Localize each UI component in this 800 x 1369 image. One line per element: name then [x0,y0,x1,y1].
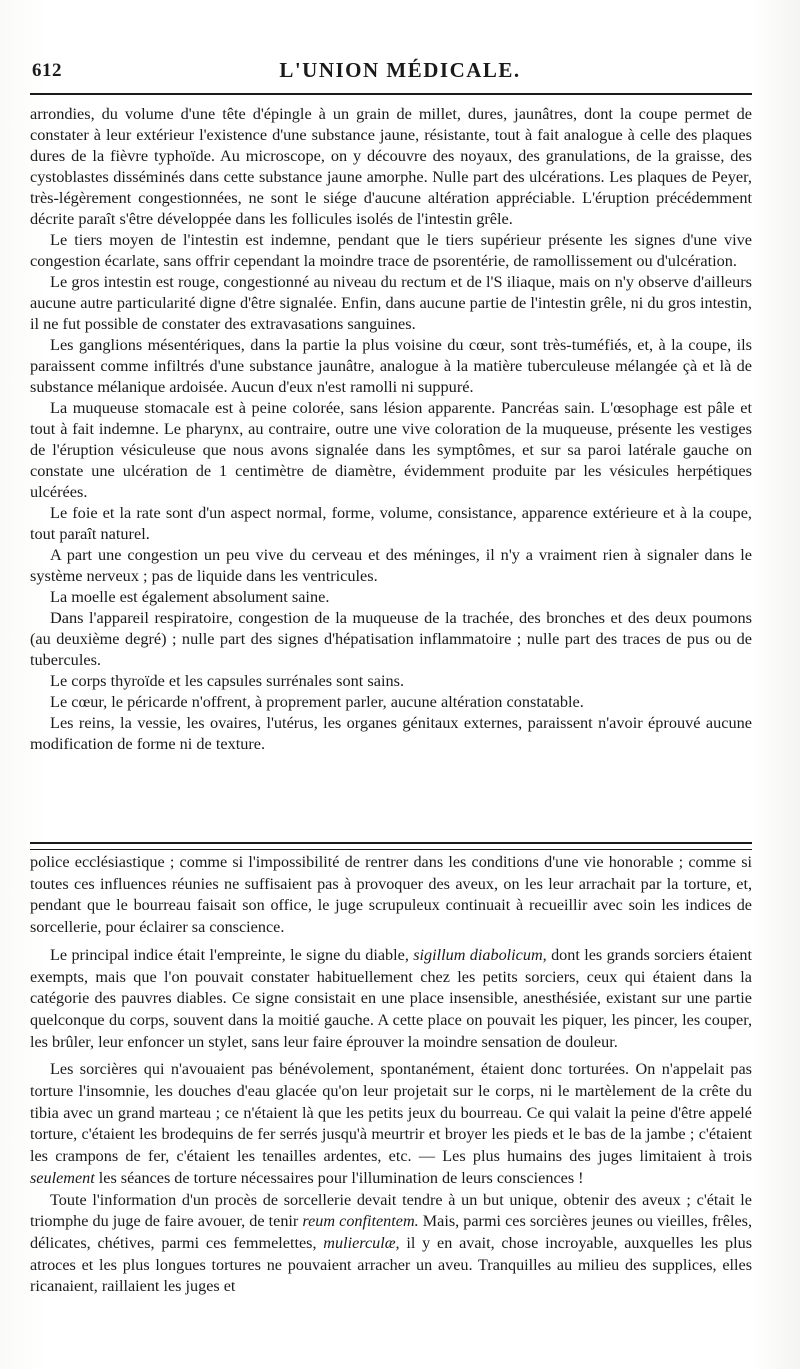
text-run: dont les grands sorciers étaient exempts, mais que l'on pouvait constater habituellement chez les petits sorciers, ceux qui étaient dans la catégorie des pauvres diables. Ce signe consistait en une place insensible, anesthésiée, existant sur une partie quelconque du corps, souvent dans la moitié gauche. A cette place on pouvait les piquer, les pincer, les couper, les brûler, leur enfoncer un stylet, sans leur faire éprouver la moindre sensation de douleur. [30,945,752,1051]
running-head [30,56,770,86]
italic-term: mulierculæ, [323,1233,400,1252]
paragraph: arrondies, du volume d'une tête d'épingle à un grain de millet, dures, jaunâtres, dont la coupe permet de constater à leur extérieur l'existence d'une substance jaune, résistante, tout à fait analogue à celle des plaques dures de la fièvre typhoïde. Au microscope, on y découvre des noyaux, des granulations, de la graisse, des cystoblastes disséminés dans cette substance jaune amorphe. Nulle part des ulcérations. Les plaques de Peyer, très-légèrement congestionnées, ne sont le siége d'aucune altération appréciable. L'éruption précédemment décrite paraît s'être développée dans les follicules isolés de l'intestin grêle. [30,104,752,228]
paragraph: La moelle est également absolument saine. [50,587,330,606]
text-run: Toute l'information d'un procès de sorcellerie devait tendre à un but unique, obtenir des aveux ; c'était le triomphe du juge de faire avouer, de tenir [30,1190,752,1231]
paragraph: A part une congestion un peu vive du cerveau et des méninges, il n'y a vraiment rien à signaler dans le système nerveux ; pas de liquide dans les ventricules. [30,545,752,585]
paragraph: Le foie et la rate sont d'un aspect normal, forme, volume, consistance, apparence extérieure et à la coupe, tout paraît naturel. [30,503,752,543]
autopsy-report-section [30,103,752,754]
paragraph [30,1059,752,1189]
feuilleton-section [30,852,752,1298]
paragraph: Les ganglions mésentériques, dans la partie la plus voisine du cœur, sont très-tuméfiés, et, à la coupe, ils paraissent comme infiltrés d'une substance jaunâtre, analogue à la matière tuberculeuse mélangée çà et là de substance mélanique ardoisée. Aucun d'eux n'est ramolli ni suppuré. [30,335,752,396]
paragraph: Le tiers moyen de l'intestin est indemne, pendant que le tiers supérieur présente les signes d'une vive congestion écarlate, sans offrir cependant la moindre trace de psorentérie, de ramollissement ou d'ulcération. [30,230,752,270]
paragraph [30,1190,752,1299]
paragraph: Dans l'appareil respiratoire, congestion de la muqueuse de la trachée, des bronches et des deux poumons (au deuxième degré) ; nulle part des signes d'hépatisation inflammatoire ; nulle part des traces de pus ou de tubercules. [30,608,752,669]
paragraph: Le gros intestin est rouge, congestionné au niveau du rectum et de l'S iliaque, mais on n'y observe d'ailleurs aucune autre particularité digne d'être signalée. Enfin, dans aucune partie de l'intestin grêle, ni du gros intestin, il ne fut possible de constater des extravasations sanguines. [30,272,752,333]
text-run: Les sorcières qui n'avouaient pas bénévolement, spontanément, étaient donc torturées. On n'appelait pas torture l'insomnie, les douches d'eau glacée qu'on leur projetait sur le corps, ni le martèlement de la crête du tibia avec un grand marteau ; ce n'étaient là que les petits jeux du bourreau. Ce qui valait la peine d'être appelé torture, c'étaient les brodequins de fer serrés jusqu'à meurtrir et broyer les pieds et le bas de la jambe ; c'étaient les crampons de fer, c'étaient les tenailles ardentes, etc. — Les plus humains des juges limitaient à trois [30,1060,752,1166]
paragraph: Le cœur, le péricarde n'offrent, à proprement parler, aucune altération constatable. [50,692,584,711]
paragraph: Les reins, la vessie, les ovaires, l'utérus, les organes génitaux externes, paraissent n'avoir éprouvé aucune modification de forme ni de texture. [30,713,752,753]
italic-term: reum confitentem. [302,1212,419,1231]
paragraph: La muqueuse stomacale est à peine colorée, sans lésion apparente. Pancréas sain. L'œsophage est pâle et tout à fait indemne. Le pharynx, au contraire, outre une vive coloration de la muqueuse, présente les vestiges de l'éruption vésiculeuse que nous avons signalée dans les symptômes, et sur sa paroi latérale gauche on constate une ulcération de 1 centimètre de diamètre, évidemment produite par les vésicules herpétiques ulcérées. [30,398,752,501]
paragraph: police ecclésiastique ; comme si l'impossibilité de rentrer dans les conditions d'une vie honorable ; comme si toutes ces influences réunies ne suffisaient pas à provoquer des aveux, on les leur arrachait par la torture, et, pendant que le bourreau faisait son office, le juge scrupuleux continuait à recueillir avec soin les indices de sorcellerie, pour éclairer sa conscience. [30,853,752,937]
header-rule [30,93,752,95]
text-run: Le principal indice était l'empreinte, le signe du diable, [50,945,414,964]
text-run: les séances de torture nécessaires pour l'illumination de leurs consciences ! [94,1168,584,1187]
section-divider [30,842,752,850]
journal-title: L'UNION MÉDICALE. [279,58,521,82]
italic-term: seulement [30,1168,95,1187]
italic-term: sigillum diabolicum, [413,945,547,964]
text-run: Mais, parmi ces sorcières jeunes ou vieilles, frêles, délicates, chétives, parmi ces femmelettes, [30,1212,752,1252]
text-run: il y en avait, chose incroyable, auxquelles les plus atroces et les plus longues tortures ne pouvaient arracher un aveu. Tranquilles au milieu des supplices, elles ricanaient, raillaient les juges et [30,1233,752,1296]
paragraph: Le corps thyroïde et les capsules surrénales sont sains. [50,671,405,690]
page-number: 612 [32,60,62,81]
paragraph [30,945,752,1054]
